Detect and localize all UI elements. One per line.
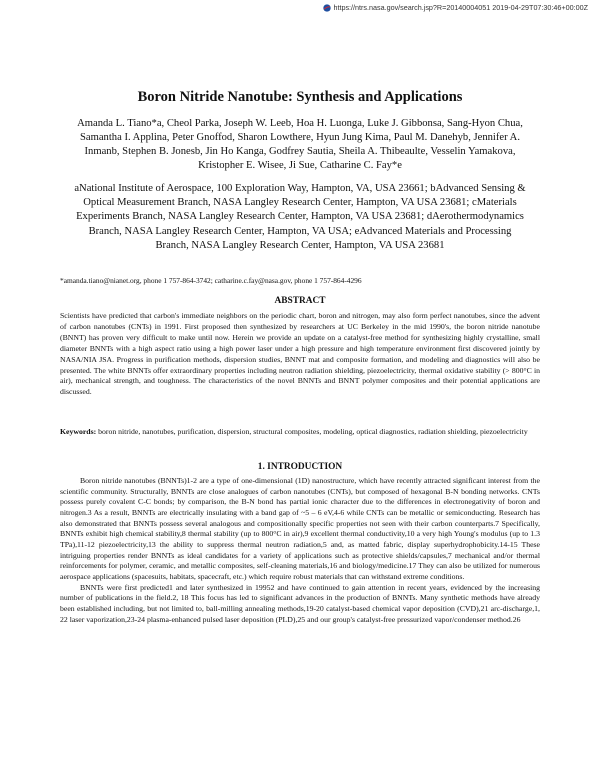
keywords-list: boron nitride, nanotubes, purification, dispersion, structural composites, modeling, optical diagnostics, radiation shielding, piezoelectricity xyxy=(98,427,528,436)
nasa-logo-icon xyxy=(323,4,331,12)
paragraph: Boron nitride nanotubes (BNNTs)1-2 are a type of one-dimensional (1D) nanostructure, which have recently attracted significant interest from the scientific community. Structurally, BNNTs are close analogues of carbon nanotubes (CNTs), but composed of hexagonal B-N bonding networks. CNTs possess purely covalent C-C bonds; by comparison, the B-N bond has partial ionic character due to the differences in electronegativity of boron and nitrogen.3 As a result, BNNTs are electrically insulating with a band gap of ~5 – 6 eV,4-6 while CNTs can be metallic or semiconducting. Research has also demonstrated that BNNTs possess several analogous and compositionally specific properties not seen with their carbon counterparts.7 Specifically, BNNTs exhibit high chemical stability,8 thermal stability (up to 800°C in air),9 excellent thermal conductivity,10 a very high Young's modulus (up to 1.3 TPa),11-12 piezoelectricity,13 the ability to suppress thermal neutron radiation,5 and, as matted fabric, display superhydrophobicity.14-15 These intriguing properties render BNNTs as ideal candidates for a variety of applications such as protective shields/capsules,7 mechanical and/or thermal reinforcements for polymer, ceramic, and metallic composites, self-cleaning materials,16 and biology/medicine.17 They can also be utilized for numerous aerospace applications (spacesuits, habitats, spacecraft, etc.) which require robust materials that can withstand extreme conditions. xyxy=(60,476,540,581)
introduction-body xyxy=(60,476,540,625)
paper-title: Boron Nitride Nanotube: Synthesis and Applications xyxy=(137,89,463,105)
affiliations: aNational Institute of Aerospace, 100 Exploration Way, Hampton, VA, USA 23661; bAdvanced Sensing & Optical Measurement Branch, NASA Langley Research Center, Hampton, VA USA 23681; cMaterials Experiments Branch, NASA Langley Research Center, Hampton, VA USA 23681; dAerothermodynamics Branch, NASA Langley Research Center, Hampton, VA USA; eAdvanced Materials and Processing Branch, NASA Langley Research Center, Hampton, VA USA 23681 xyxy=(74,183,526,251)
keywords-label: Keywords: xyxy=(60,427,97,436)
abstract-text: Scientists have predicted that carbon's immediate neighbors on the periodic chart, boron and nitrogen, may also form perfect nanotubes, since the advent of carbon nanotubes (CNTs) in 1991. First proposed then synthesized by researchers at UC Berkeley in the mid 1990's, the boron nitride nanotube (BNNT) has proven very difficult to make until now. Herein we provide an update on a catalyst-free method for synthesizing highly crystalline, small diameter BNNTs with a high aspect ratio using a high power laser under a high pressure and high temperature environment first discovered jointly by NASA/NIA JSA. Progress in purification methods, dispersion studies, BNNT mat and composite formation, and modeling and diagnostics will also be presented. The white BNNTs offer extraordinary properties including neutron radiation shielding, piezoelectricity, thermal oxidative stability (> 800°C in air), mechanical strength, and toughness. The characteristics of the novel BNNTs and BNNT polymer composites and their potential applications are discussed. xyxy=(60,311,540,397)
ntrs-stamp xyxy=(323,3,588,12)
section-heading-introduction: 1. INTRODUCTION xyxy=(257,462,343,472)
keywords xyxy=(60,427,540,438)
stamp-text: https://ntrs.nasa.gov/search.jsp?R=20140004051 2019-04-29T07:30:46+00:00Z xyxy=(333,3,588,12)
abstract-heading: ABSTRACT xyxy=(274,296,326,306)
author-list: Amanda L. Tiano*a, Cheol Parka, Joseph W. Leeb, Hoa H. Luonga, Luke J. Gibbonsa, Sang-Hyon Chua, Samantha I. Applina, Peter Gnoffod, Sharon Lowthere, Hyun Jung Kima, Paul M. Danehyb, Jennifer A. Inmanb, Stephen B. Jonesb, Jin Ho Kanga, Godfrey Sautia, Sheila A. Thibeaulte, Vesselin Yamakova, Kristopher E. Wisee, Ji Sue, Catharine C. Fay*e xyxy=(77,118,523,171)
paragraph: BNNTs were first predicted1 and later synthesized in 19952 and have continued to gain attention in recent years, evidenced by the increasing number of publications in the field.2, 18 This focus has led to significant advances in the production of BNNTs. Many synthetic methods have already been established including, but not limited to, ball-milling annealing methods,19-20 catalyst-based chemical vapor deposition (CVD),21 arc-discharge,1, 22 laser vaporization,23-24 plasma-enhanced pulsed laser deposition (PLD),25 and our group's catalyst-free pressurized vapor/condenser method.26 xyxy=(60,582,540,624)
contact-info: *amanda.tiano@nianet.org, phone 1 757-864-3742; catharine.c.fay@nasa.gov, phone 1 757-864-4296 xyxy=(60,276,362,285)
